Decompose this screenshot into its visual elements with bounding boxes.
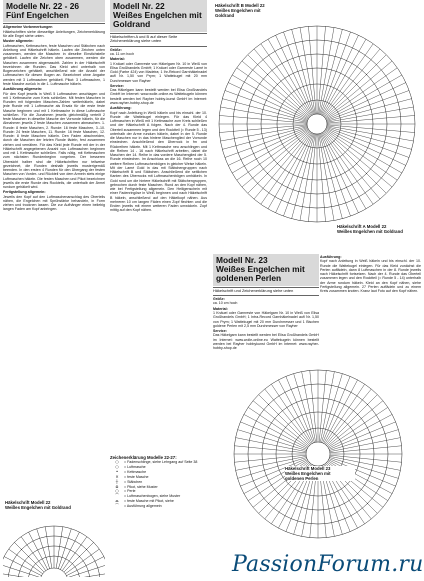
chart-stitch (323, 132, 373, 204)
legend-label: = Fadenschlinge, siehe Lehrgang auf Seite 38 (124, 460, 198, 465)
chart-caption-22b (215, 3, 315, 18)
intro-text: Häkelschriften A und B auf dieser Seite Zeichenerklärung siehe unten (110, 33, 178, 44)
chart-stitch (261, 44, 311, 116)
caption-line: Häkelschrift A Modell 22 (337, 224, 387, 229)
paragraph-text: 1 Knäuel oder Garnreste von Häkelgarn Nr. 10 in Weiß von Elisa Großhandels GmbH; 1 Intra-Record Garnhäkelnadel aufl Nr. 1,50 von Prym; 1 Wattekugel mit 20 mm Durchmesser und 1 Bischen goldene Perlen mit 2,5 mm Durchmesser von Rayher (213, 311, 319, 328)
paragraph (213, 329, 319, 350)
instructions-text (110, 48, 207, 213)
chart-stitch (322, 39, 366, 115)
paragraph (110, 106, 207, 212)
legend-label: = feste Masche (124, 474, 149, 479)
chart-stitch (268, 39, 312, 115)
chart-stitch (326, 128, 406, 165)
chart-stitch (45, 527, 52, 568)
column-model-23-execution (320, 254, 421, 346)
paragraph-heading: Ausführung allgemein: (3, 87, 43, 92)
chart-stitch (268, 133, 312, 209)
chart-stitch (322, 133, 366, 209)
paragraph (213, 307, 319, 328)
chart-stitch (292, 29, 315, 114)
caption-line: goldenen Perlen (285, 476, 319, 481)
chart-stitch (324, 131, 386, 193)
chart-stitch (326, 129, 402, 173)
chart-stitch (326, 75, 402, 119)
chart-stitch (232, 129, 308, 173)
chart-stitch (58, 529, 71, 569)
legend-symbol: ○ (115, 459, 119, 465)
chart-stitch (321, 133, 358, 213)
paragraph-text: Das Häkelgarn kann bestellt werden bei Elisa Großhandels GmbH im Internet: www.wolle-online.eu Wattekugeln können bestellt werden bei Rayher hobby-kunst GmbH im Internet: www.rayher-hobby-shop.de (110, 88, 207, 105)
paragraph-text: 1 Knäuel oder Garnreste von Häkelgarn Nr. 10 in Weiß von Elisa Großhandels GmbH; 1 Knäuel oder Garnreste Lamé in Gold (Farbe 424) von Madeira; 1 Ihr-Rekord Garnhäkelnadel aufl Nr. 1,50 von Prym; 1 Wattekugel mit 20 mm Durchmesser von Rayher (110, 61, 207, 83)
paragraph-text: Kopf nach Anleitung in Weiß häkeln und bis einschl. der 10. Runde die Wattekugel einlegen. Für das Kleid zunächst die Perlen auffädeln, dann 8 Luftmaschen in der 8. Runde jeweils nach Häkelschrift fortsetzen. Nach der 4. Runde das Oberteil zusammen legen und den Rocktteil (= Runde 5 - 14) unterhalb der Arme rundum häkeln. Kleid an den Kopf nähen, siehe Fertigstellung allgemein. 27 Perlen auffädeln und zu einem Kreis zusammen knoten. Kranz laut Foto auf den Kopf nähen. (320, 259, 421, 293)
chart-stitch (259, 395, 310, 446)
paragraph (213, 297, 319, 306)
caption-line: Goldrand (215, 13, 235, 18)
paragraph (3, 25, 105, 38)
chart-stitch (261, 132, 311, 204)
chart-stitch (318, 134, 326, 222)
chart-stitch (321, 35, 358, 115)
paragraph (110, 84, 207, 105)
paragraph-heading: Fertigstellung allgemein: (3, 190, 46, 195)
legend-symbol: ┼ (115, 478, 119, 484)
legend-label: = Perle (124, 489, 136, 494)
chart-stitch (232, 75, 308, 119)
paragraph (3, 87, 105, 189)
legend-title: Zeichenerklärung Modelle 22-27: (110, 455, 177, 460)
paragraph-heading: Größe: (110, 47, 122, 52)
paragraph (3, 39, 105, 86)
chart-stitch (276, 133, 313, 213)
section-subtitle: goldenen Perlen (216, 273, 282, 284)
column-model-22 (110, 0, 207, 450)
paragraph-heading: Größe: (213, 297, 225, 302)
instructions-text (213, 297, 319, 350)
paragraph-heading: Ausführung: (320, 255, 342, 259)
legend-label: = Luftmaschenbogen, siehe Muster (124, 494, 181, 499)
chart-stitch (219, 125, 307, 133)
paragraph-text: Luftmaschen, Kettmaschen, feste Maschen und Stäbchen nach Anleitung und Häkelschrift häkeln. Laufen die Zeichen unten zusammen, werden die Maschen in dieselbe Einstichstelle gehäkelt. Laufen die Zeichen oben zusammen, werden die Maschen zusammen abgemaschtt. Zahlen in der Häkelschrift bezeichnen die Runden. Das Kleid wird unterhalb von Bogenzeichen gehäkelt, anschließend wie die Anzahl der Luftmaschen für diesen Bogen an. Bezeichnet ohne Angabe werden mit 3 Luftmaschen gehäkelt. Pikot: 3 Luftmaschen, 1 feste Masche zurück in die 1. Luftmasche häkeln. (3, 43, 105, 86)
intro-text: Häkelschrift und Zeichenerklärung siehe unten (213, 287, 294, 293)
watermark: PassionForum.ru (232, 552, 424, 577)
instructions-text (320, 255, 421, 293)
chart-stitch (308, 26, 316, 114)
chart-stitch (222, 99, 307, 122)
divider (110, 46, 207, 47)
legend-symbol: ⌒ (115, 493, 119, 499)
chart-stitch (248, 55, 310, 117)
paragraph (3, 190, 105, 211)
chart-stitch (326, 395, 377, 446)
crochet-chart-model-23 (214, 366, 422, 551)
legend-label: = Pikot, siehe Muster (124, 484, 158, 489)
chart-stitch (320, 29, 343, 114)
chart-stitch (324, 55, 386, 117)
column-models-22-26 (3, 0, 105, 576)
chart-stitch (323, 44, 373, 116)
paragraph-heading: Service: (110, 83, 124, 88)
chart-stitch (37, 529, 50, 569)
paragraph-heading: Service: (213, 329, 227, 334)
caption-line: Weißes Engelchen mit (285, 471, 331, 476)
chart-stitch (64, 542, 94, 572)
legend-label: = Stäbchen (124, 479, 143, 484)
section-title: Modell Nr. 23 (216, 255, 268, 265)
legend-symbol: ⌒ (115, 503, 119, 509)
chart-stitch (237, 130, 309, 180)
section-title: Modell Nr. 22 (113, 1, 165, 11)
chart-stitch (228, 83, 308, 120)
chart-stitch (327, 115, 415, 123)
legend-symbol: ⌓ (115, 498, 119, 504)
caption-line: Weißes Engelchen mit Goldrand (5, 505, 71, 510)
chart-stitch (56, 527, 63, 568)
caption-line: Häkelschrift Modell 23 (285, 466, 331, 471)
paragraph-heading: Muster allgemein: (3, 39, 34, 44)
legend-label: = Ausführung allgemein (124, 504, 162, 509)
paragraph-heading: Material: (110, 57, 125, 62)
divider (3, 23, 105, 24)
chart-stitch (237, 68, 309, 118)
paragraph-text: Das Häkelgarn kann bestellt werden bei Elisa Großhandels GmbH im Internet: www.wolle-online.eu Wattekugeln können bestellt werden bei Rayher hobbykunst GmbH im Internet: www.rayher-hobby-shop.de (213, 333, 319, 351)
chart-stitch (248, 131, 310, 193)
paragraph-text: Für den Kopf jeweils in Weiß 5 Luftmaschen anschlagen und mit 1 Kettmasche zum Kreis schließen. Mit festen Maschen in Runden mit folgenden Maschen-Zahlen weiterhäkeln, dabei jede Runde mit 1 Luftmasche als Ersatz für die erste feste Masche beginnen und mit 1 Kettmasche in diese Luftmasche schließen. Für die Zunahmen jeweils gleichmäßig verteilt 2 feste Maschen in dieselbe Masche der Vorrunde häkeln, für die Abnahmen jeweils 2 feste Maschen zusammen abmaschen. 1. Runde: 8 feste Maschen, 2. Runde: 16 feste Maschen, 3.-10. Runde: 24 feste Maschen, 11. Runde: 16 feste Maschen, 12. Runde: 8 feste Maschen häkeln. Den Faden abschneiden, durch die Maschen der letzten Runde fädeln, fest zusammen ziehen und vernähen. Für das Kleid jede Runde mit der in der Häkelschrift angegebenen Anzahl von Luftmaschen beginnen und mit 1 Kettmasche schließen. Falls nötig, mit Kettmaschen zum nächsten Rundenbeginn vorgehen. Der besseren Übersicht halber sind die Häkelschriften nur teilweise gezeichnet, die Runden deshalb jeweils musterigemäß beenden. In den ersten 4 Runden für den Übergang der festen Maschen von Vorder- und Rückteil von dem Armeln stets einige Luftmaschen häkeln. Die festen Maschen und Pikot bezeichnen jeweils die erste Runde des Rockteils, die unterhalb der Ärmel rundum gehäkelt wird. (3, 91, 105, 190)
paragraph-heading: Ausführung: (110, 106, 132, 111)
column-model-23 (213, 254, 319, 364)
legend-symbol: ○ (115, 488, 119, 494)
paragraph-heading: Material: (213, 306, 228, 311)
caption-line: Weißes Engelchen mit (215, 8, 261, 13)
chart-stitch (327, 125, 415, 133)
chart-stitch (320, 134, 343, 219)
chart-stitch (292, 134, 315, 219)
caption-line: Weißes Engelchen mit Goldrand (337, 229, 403, 234)
legend-symbol: × (115, 473, 119, 479)
paragraph-text: Häkelschriften siehe diesseitige Anleitungen, Zeichenerklärung für alle Engel siehe unten. (3, 29, 105, 38)
section-header (213, 254, 319, 286)
legend-symbol: ○ (115, 464, 119, 470)
chart-stitch (308, 134, 316, 222)
chart-caption-22a (337, 224, 422, 234)
section-subtitle: Weißes Engelchen mit (216, 264, 305, 275)
chart-stitch (327, 99, 412, 122)
chart-stitch (326, 83, 406, 120)
chart-stitch (327, 127, 412, 150)
symbol-legend (110, 455, 210, 509)
legend-label: = Luftmasche (124, 465, 146, 470)
chart-stitch (14, 542, 44, 572)
divider (213, 295, 319, 296)
legend-symbol: • (115, 468, 119, 474)
chart-stitch (325, 68, 397, 118)
chart-stitch (228, 128, 308, 165)
section-subtitle: Fünf Engelchen (6, 10, 69, 21)
section-subtitle: Weißes Engelchen mit Goldrand (113, 10, 202, 30)
chart-stitch (222, 127, 307, 150)
legend-symbol: ɷ (115, 483, 119, 489)
caption-line: Häkelschrift B Modell 22 (215, 3, 265, 8)
chart-caption-22 (5, 500, 105, 510)
paragraph (320, 255, 421, 293)
section-header (3, 0, 105, 22)
paragraph-heading: Allgemeine Vorbemerkungen (3, 25, 53, 30)
chart-stitch (219, 115, 307, 123)
crochet-chart-model-22-b (212, 14, 422, 249)
paragraph-text: Kopf nach Anleitung in Weiß häkeln und bis einschl. der 10. Runde die Wattekugel einlegen. Für das Kleid 4 Luftmaschen in Weiß mit 1 Kettmasche zum Kreis schließen und der Häkelschrift A folgen. Nach der 4. Runde das Oberteil zusammen legen und den Rocktteil (= Runde 5 - 13) unterhalb der Arme rundum häkeln, dabei in der 5. Runde die Maschen nur in das hintere Maschenglied der Vorrunde einstechen. Anschließend den Überrock in fm und Rückreihen häkeln. Mit 1 Kettmasche neu anschlingen und die Reihen 14 - 16 nach Häkelschrift arbeiten, dabei die Maschen der 14. Reihe in das vordere Maschenglied der 5. Runde einstechen. Im Anschluss an die 16. Reihe noch 10 weitere Reihen Luftmaschenbögen in gleicher Weise häkeln. Mit der Lamé Gold in das mit Stäbchengruppen nach Häkelschrift B und Stäbchen. Anschließend die seitlichen Kanten des Überrocks mit Luftmaschenbögen umhäkeln. In Gold rund um die hintere Häkelschrift mit Stäbchengruppen, gebrochen durch feste Maschen. Rund an den Kopf nähen, wie bei Fertigstellung allgemein. Den Heiligenschein mit einer Fadenringöse in Weiß beginnen und nach Häkelschrift B häkeln, anschließend auf den Häkelkopf nähen. Aus mehreren 10 cm langen Fäden einen Zopf flechten und die Enden jeweils mit einem weiteren Faden umwickeln. Zopf mittig auf den Kopf nähen. (110, 110, 207, 213)
paragraph-text: ca. 11 cm hoch (110, 51, 135, 56)
crochet-chart-model-22-a (3, 512, 105, 577)
instructions-text (3, 25, 105, 211)
paragraph-text: Jeweils den Kopf auf den Luftmaschenanschlag des Oberteils nähen, die Engelchen mit Sprühstärke behandeln, in Form ziehen und trocknen lassen. Die zur Aufhänger einen beliebig langen Faden am Kopf anbringen. (3, 194, 105, 212)
chart-caption-23 (285, 466, 355, 481)
paragraph (110, 48, 207, 57)
section-title: Modelle Nr. 22 - 26 (6, 1, 80, 11)
chart-stitch (318, 26, 326, 114)
legend-label: = feste Masche mit Pikot, siehe (124, 499, 174, 504)
paragraph (110, 57, 207, 83)
chart-stitch (325, 130, 397, 180)
legend-label: = Kettmasche (124, 469, 147, 474)
caption-line: Häkelschrift Modell 22 (5, 500, 51, 505)
legend-item (110, 504, 210, 509)
section-header (110, 0, 207, 32)
chart-stitch (276, 35, 313, 115)
legend-list (110, 460, 210, 509)
paragraph-text: ca. 10 cm hoch (213, 301, 238, 306)
